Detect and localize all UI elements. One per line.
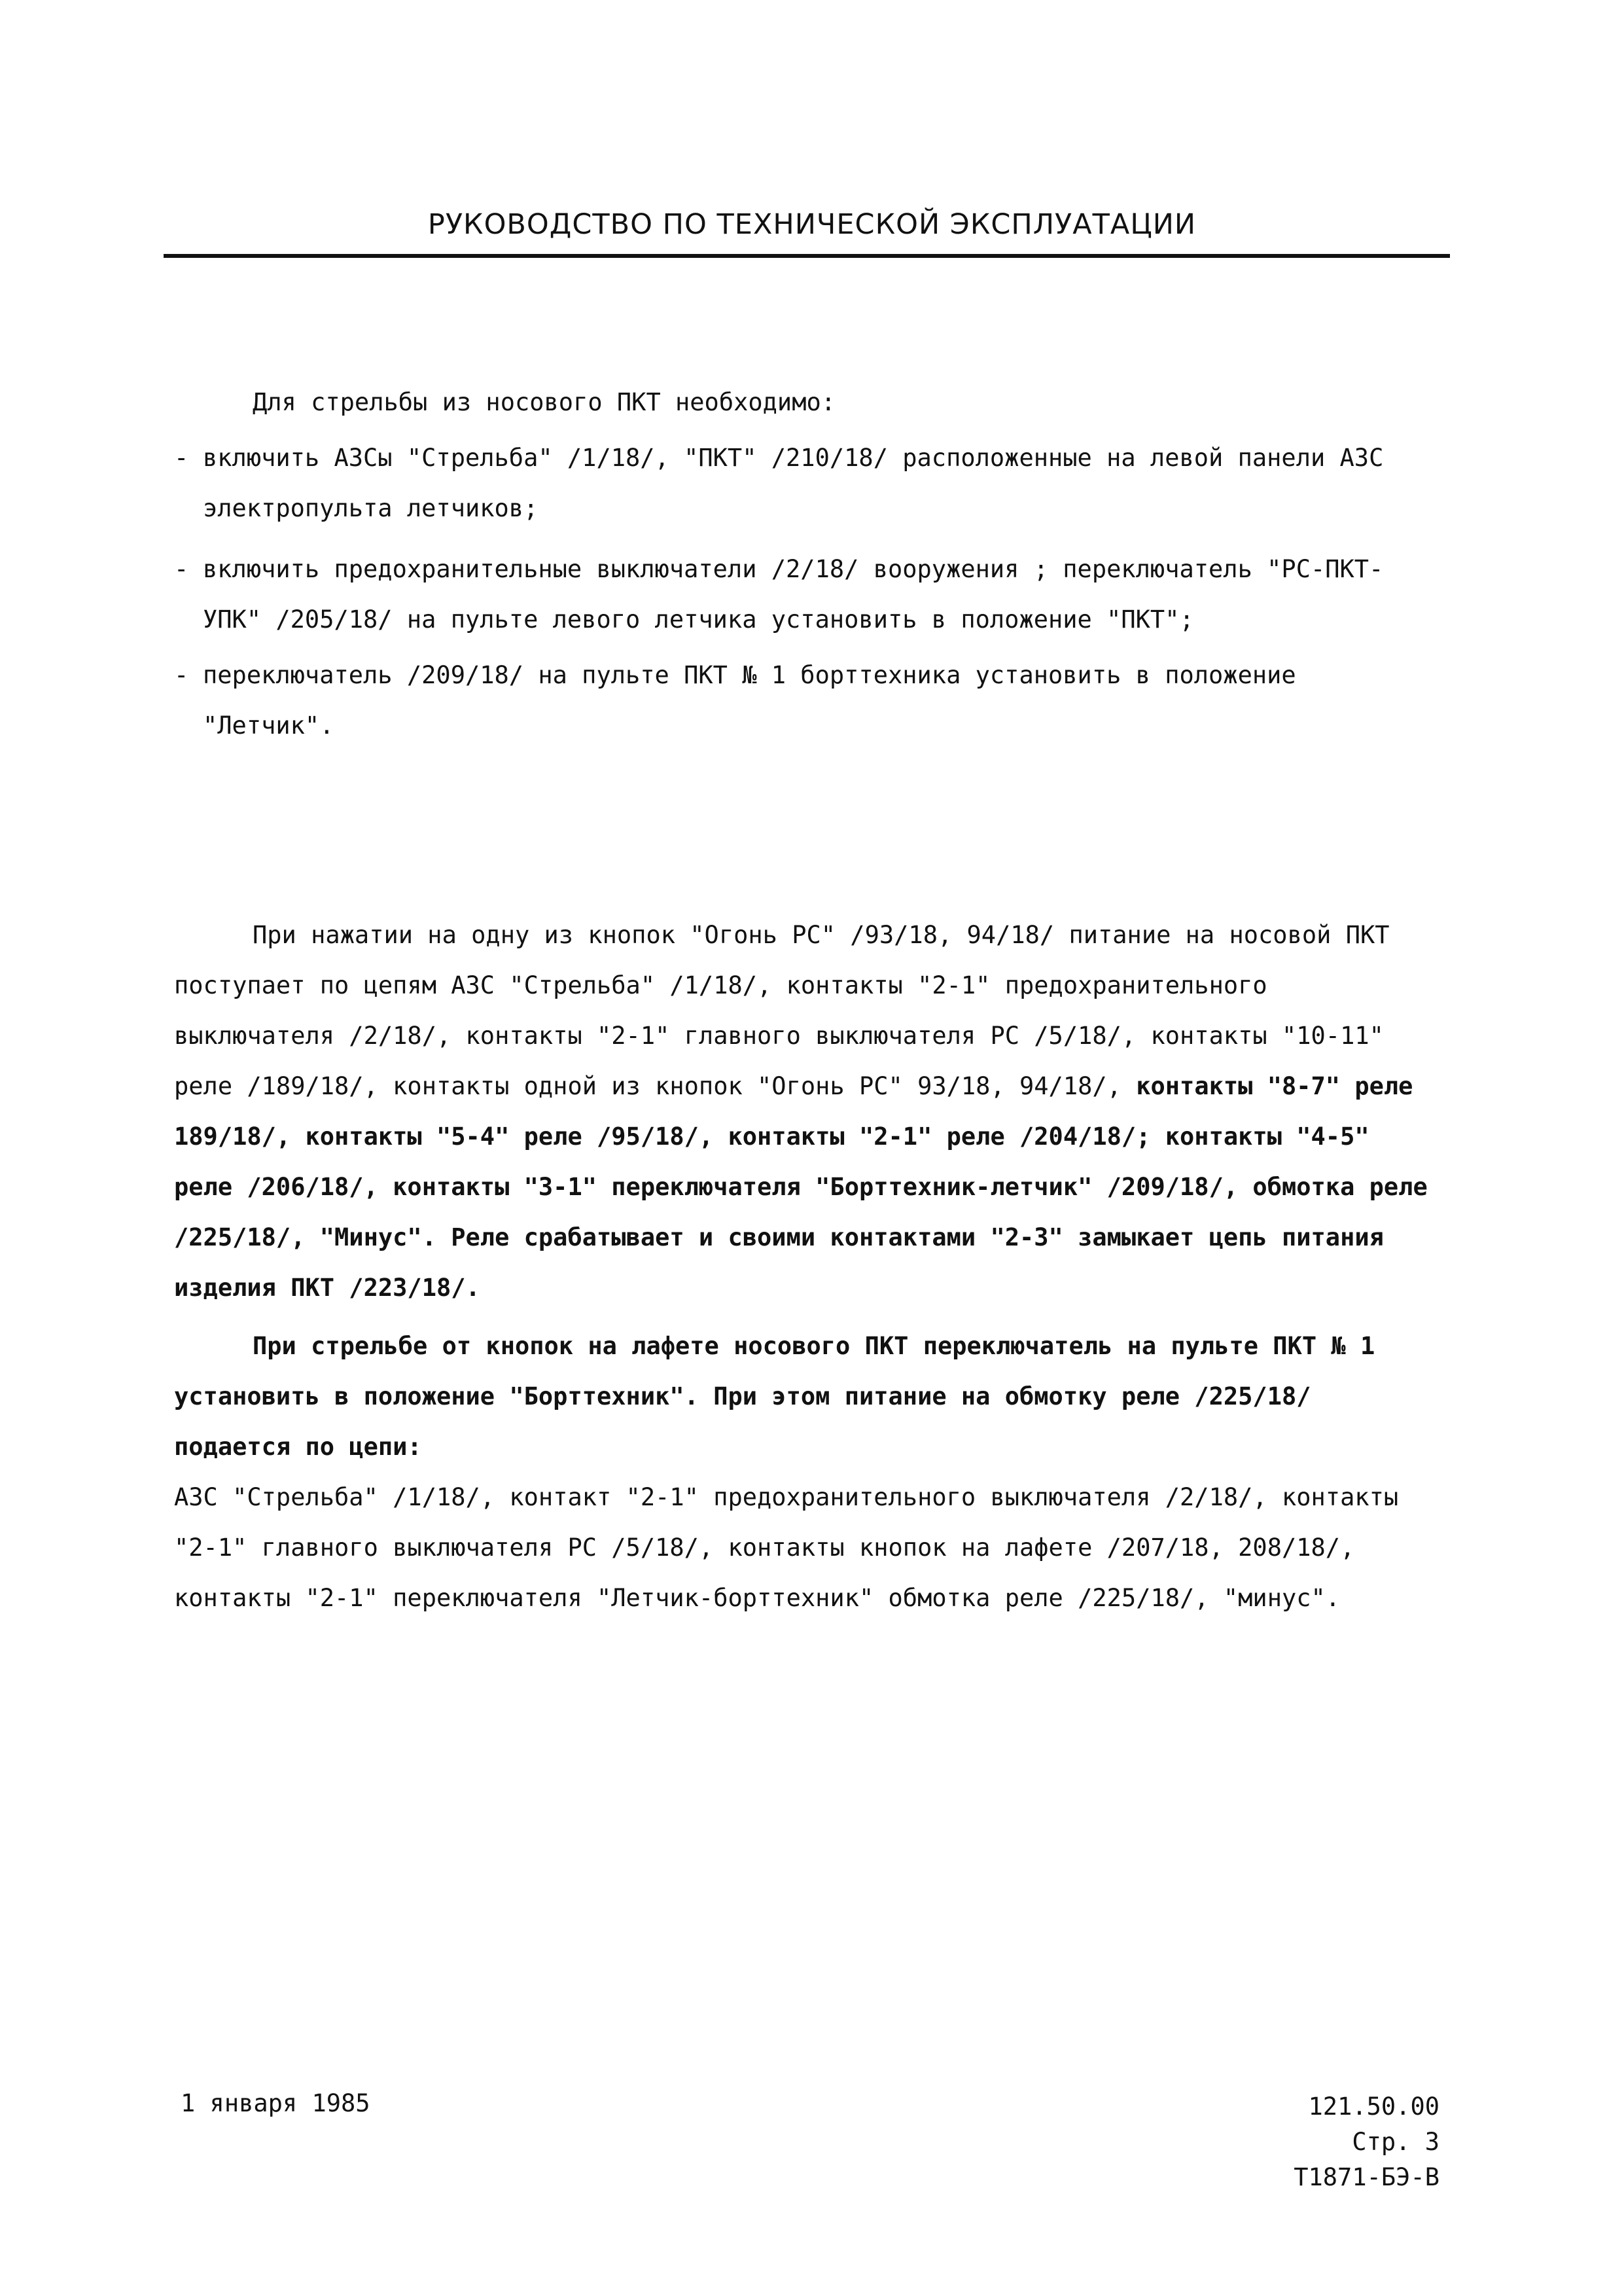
list-item [174, 650, 1437, 751]
intro-paragraph: Для стрельбы из носового ПКТ необходимо: [253, 388, 836, 416]
list-item [174, 433, 1437, 533]
list-dash: - [174, 444, 189, 472]
document-code: Т1871-БЭ-В [1294, 2163, 1439, 2191]
section-weapon-preparation [174, 377, 1437, 751]
document-number: 121.50.00 [1308, 2092, 1439, 2121]
list-item-text: включить предохранительные выключатели /2/18/ вооружения ; переключатель "РС-ПКТ-УПК" /205/18/ на пульте левого летчика установить в положение "ПКТ"; [203, 555, 1384, 634]
circuit-paragraph [174, 910, 1437, 1313]
list-item-text: переключатель /209/18/ на пульте ПКТ № 1 борттехника установить в положение "Летчик". [203, 661, 1296, 740]
page-header-title: РУКОВОДСТВО ПО ТЕХНИЧЕСКОЙ ЭКСПЛУАТАЦИИ [427, 208, 1197, 241]
list-dash: - [174, 555, 189, 583]
header-rule [164, 254, 1450, 258]
list-dash: - [174, 661, 189, 689]
gunner-mode-paragraph: При стрельбе от кнопок на лафете носового ПКТ переключатель на пульте ПКТ № 1 установить в положение "Борттехник". При этом питание на обмотку реле /225/18/ подается по цепи: [174, 1332, 1375, 1461]
section-circuit-description [174, 910, 1437, 1623]
circuit-paragraph-bold: контакты "8-7" реле 189/18/, контакты "5-4" реле /95/18/, контакты "2-1" реле /204/18/; контакты "4-5" реле /206/18/, контакты "3-1" переключателя "Борттехник-летчик" /209/18/, обмотка реле /225/18/, "Минус". Реле срабатывает и своими контактами "2-3" замыкает цепь питания изделия ПКТ /223/18/. [174, 1072, 1428, 1302]
list-item [174, 544, 1437, 645]
footer-document-info [1294, 2089, 1439, 2195]
page-number: Стр. 3 [1352, 2128, 1439, 2156]
list-item-text: включить АЗСы "Стрельба" /1/18/, "ПКТ" /210/18/ расположенные на левой панели АЗС электропульта летчиков; [203, 444, 1384, 522]
gunner-circuit-paragraph: АЗС "Стрельба" /1/18/, контакт "2-1" предохранительного выключателя /2/18/, контакты "2-1" главного выключателя РС /5/18/, контакты кнопок на лафете /207/18, 208/18/, контакты "2-1" переключателя "Летчик-борттехник" обмотка реле /225/18/, "минус". [174, 1483, 1399, 1612]
footer-date: 1 января 1985 [181, 2089, 370, 2117]
circuit-paragraph-regular: При нажатии на одну из кнопок "Огонь РС" /93/18, 94/18/ питание на носовой ПКТ поступает по цепям АЗС "Стрельба" /1/18/, контакты "2-1" предохранительного выключателя /2/18/, контакты "2-1" главного выключателя РС /5/18/, контакты "10-11" реле /189/18/, контакты одной из кнопок "Огонь РС" 93/18, 94/18/, [174, 921, 1390, 1100]
